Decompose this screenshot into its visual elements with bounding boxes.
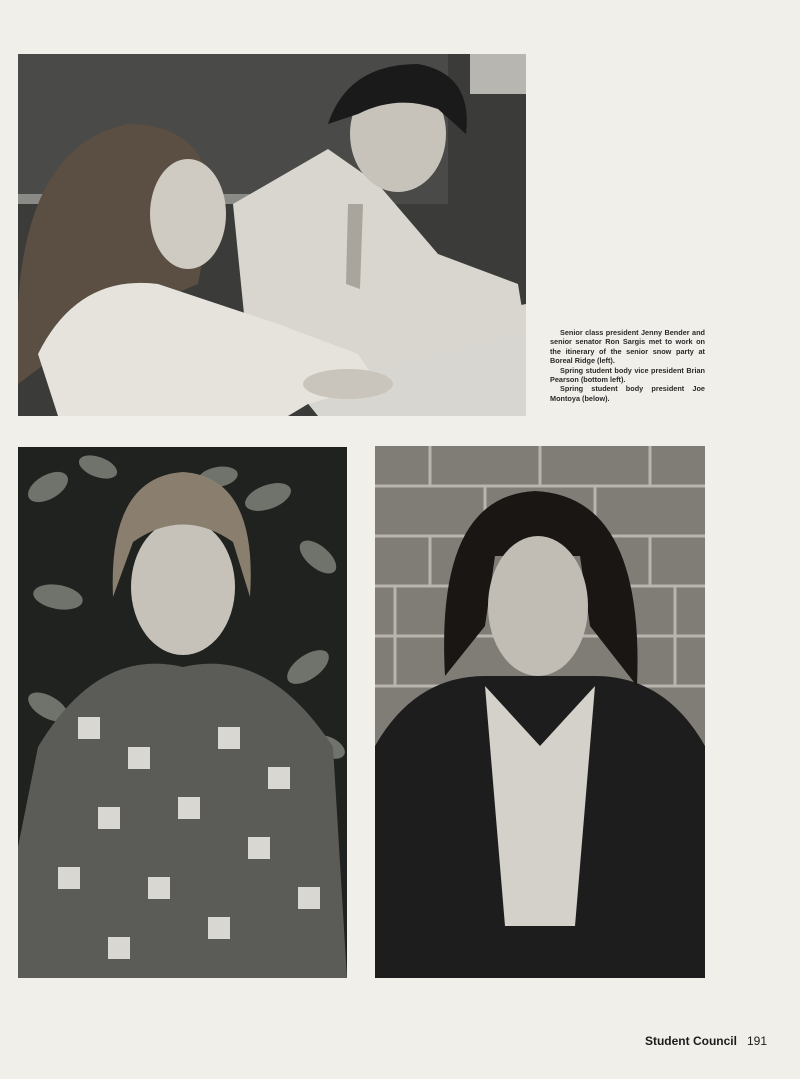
photo-students-meeting-graphic [18, 54, 526, 416]
caption-paragraph-1: Senior class president Jenny Bender and senior senator Ron Sargis met to work on the itinerary of the senior snow party at Boreal Ridge (left). [550, 328, 705, 366]
section-title: Student Council [644, 1034, 737, 1048]
photo-brian-pearson-graphic [18, 447, 347, 978]
page-number: 191 [746, 1034, 767, 1048]
photo-joe-montoya-graphic [375, 446, 705, 978]
photo-students-meeting [18, 54, 526, 416]
caption-paragraph-3: Spring student body president Joe Montoya (below). [550, 384, 705, 403]
page-footer [645, 1034, 767, 1048]
caption-paragraph-2: Spring student body vice president Brian Pearson (bottom left). [550, 365, 705, 385]
photo-caption [550, 328, 705, 403]
photo-joe-montoya [375, 446, 705, 978]
photo-brian-pearson [18, 447, 347, 978]
